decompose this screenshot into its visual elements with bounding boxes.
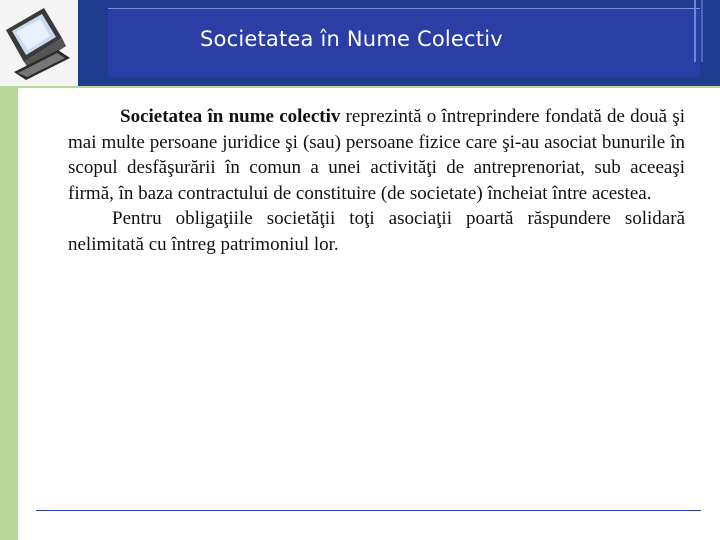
computer-monitor-icon [0, 0, 78, 86]
slide-title: Societatea în Nume Colectiv [200, 27, 503, 51]
term-bold: Societatea în nume colectiv [120, 106, 341, 127]
paragraph-liability: Pentru obligaţiile societăţii toţi asociaţii poartă răspundere solidară nelimitată cu întreg patrimoniul lor. [68, 208, 685, 255]
green-side-strip [0, 96, 18, 540]
green-accent-mask [18, 88, 720, 96]
header-vertical-rule [694, 0, 696, 62]
definition-text: reprezintă o întreprindere fondată de două şi mai multe persoane juridice şi (sau) persoane fizice care şi-au asociat bunurile în scopul desfăşurării în comun a unei activităţi de antreprenoriat, sub aceeaşi firmă, în baza contractului de constituire (de societate) încheiat între acestea. [68, 106, 685, 204]
slide-body [68, 104, 685, 257]
header-vertical-rule-secondary [701, 0, 703, 62]
paragraph-definition [68, 104, 685, 206]
footer-divider [36, 510, 701, 511]
title-accent-line [108, 8, 700, 9]
